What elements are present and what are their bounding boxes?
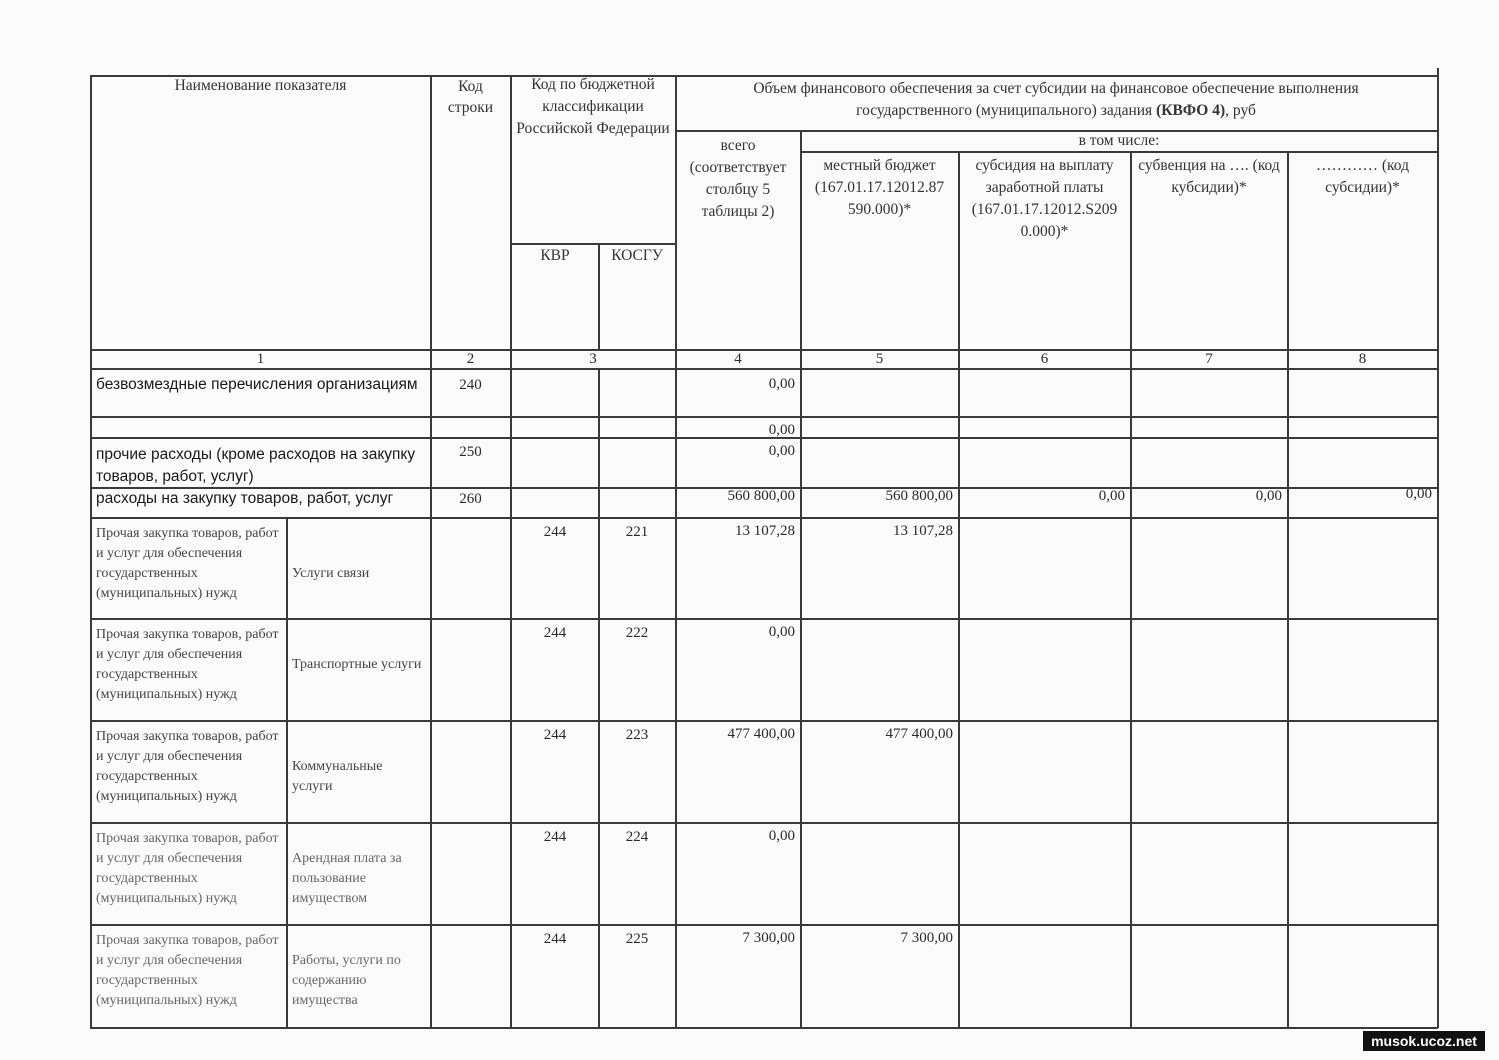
column-number: 6	[1040, 351, 1049, 367]
header-volume-title: Объем финансового обеспечения за счет субсидии на финансовое обеспечение выполнения государственного (муниципального) задания (КВФО 4), руб	[753, 80, 1359, 119]
row-kvr: 244	[543, 524, 567, 540]
row-local: 560 800,00	[885, 488, 953, 504]
row-kvr: 244	[543, 829, 567, 845]
row-kvr: 244	[543, 931, 567, 947]
row-code: 240	[459, 377, 482, 393]
row-total: 0,00	[768, 443, 795, 459]
row-kosgu: 222	[625, 625, 649, 641]
row-code: 260	[459, 491, 482, 507]
row-category: Прочая закупка товаров, работ и услуг для обеспечения государственных (муниципальных) нужд	[96, 933, 279, 1008]
row-total: 0,00	[768, 624, 795, 640]
header-subvention: субвенция на …. (код кубсидии)*	[1138, 157, 1280, 196]
row-code: 250	[459, 444, 482, 460]
row-total: 477 400,00	[727, 726, 795, 742]
row-service: Коммунальные услуги	[292, 759, 383, 794]
header-budget-code: Код по бюджетной классификации Российской Федерации	[516, 76, 670, 137]
row-service: Транспортные услуги	[292, 657, 422, 672]
header-kvr: КВР	[540, 247, 570, 264]
header-salary-subsidy: субсидия на выплату заработной платы (167.01.17.12012.S209 0.000)*	[971, 157, 1118, 240]
row-total: 0,00	[768, 422, 795, 438]
row-service: Работы, услуги по содержанию имущества	[292, 953, 401, 1008]
row-name: расходы на закупку товаров, работ, услуг	[96, 490, 394, 507]
row-salary: 0,00	[1098, 488, 1125, 504]
row-local: 13 107,28	[893, 523, 953, 539]
row-kvr: 244	[543, 625, 567, 641]
header-indicator-name: Наименование показателя	[174, 77, 347, 94]
row-name: безвозмездные перечисления организациям	[96, 376, 418, 393]
column-number: 2	[466, 351, 475, 367]
row-kvr: 244	[543, 727, 567, 743]
row-local: 7 300,00	[900, 930, 953, 946]
column-number: 4	[734, 351, 742, 367]
row-service: Услуги связи	[292, 566, 370, 581]
row-local: 477 400,00	[885, 726, 953, 742]
row-total: 7 300,00	[742, 930, 795, 946]
row-category: Прочая закупка товаров, работ и услуг для обеспечения государственных (муниципальных) нужд	[96, 831, 279, 906]
column-number: 3	[589, 351, 597, 367]
row-category: Прочая закупка товаров, работ и услуг для обеспечения государственных (муниципальных) нужд	[96, 729, 279, 804]
row-total: 13 107,28	[735, 523, 795, 539]
row-kosgu: 225	[625, 931, 649, 947]
row-kosgu: 224	[625, 829, 649, 845]
row-total: 0,00	[768, 828, 795, 844]
row-total: 0,00	[768, 376, 795, 392]
header-including: в том числе:	[1078, 132, 1160, 149]
row-category: Прочая закупка товаров, работ и услуг для обеспечения государственных (муниципальных) нужд	[96, 526, 279, 601]
row-total: 560 800,00	[727, 488, 795, 504]
header-total: всего (соответствует столбцу 5 таблицы 2)	[689, 137, 787, 220]
header-local-budget: местный бюджет (167.01.17.12012.87 590.000)*	[814, 157, 945, 218]
column-number: 7	[1205, 351, 1213, 367]
row-subvention: 0,00	[1255, 488, 1282, 504]
row-name: прочие расходы (кроме расходов на закупку товаров, работ, услуг)	[96, 446, 416, 485]
row-category: Прочая закупка товаров, работ и услуг для обеспечения государственных (муниципальных) нужд	[96, 627, 279, 702]
column-number: 1	[256, 351, 265, 367]
header-line-code: Код строки	[447, 78, 494, 116]
column-number: 8	[1358, 351, 1367, 367]
column-number: 5	[875, 351, 884, 367]
row-service: Арендная плата за пользование имуществом	[292, 851, 402, 906]
row-kosgu: 221	[625, 524, 649, 540]
header-kosgu: КОСГУ	[611, 247, 663, 264]
row-other: 0,00	[1405, 486, 1432, 502]
row-kosgu: 223	[625, 727, 649, 743]
header-other-subsidy: ………… (код субсидии)*	[1316, 157, 1409, 196]
watermark: musok.ucoz.net	[1363, 1031, 1485, 1051]
